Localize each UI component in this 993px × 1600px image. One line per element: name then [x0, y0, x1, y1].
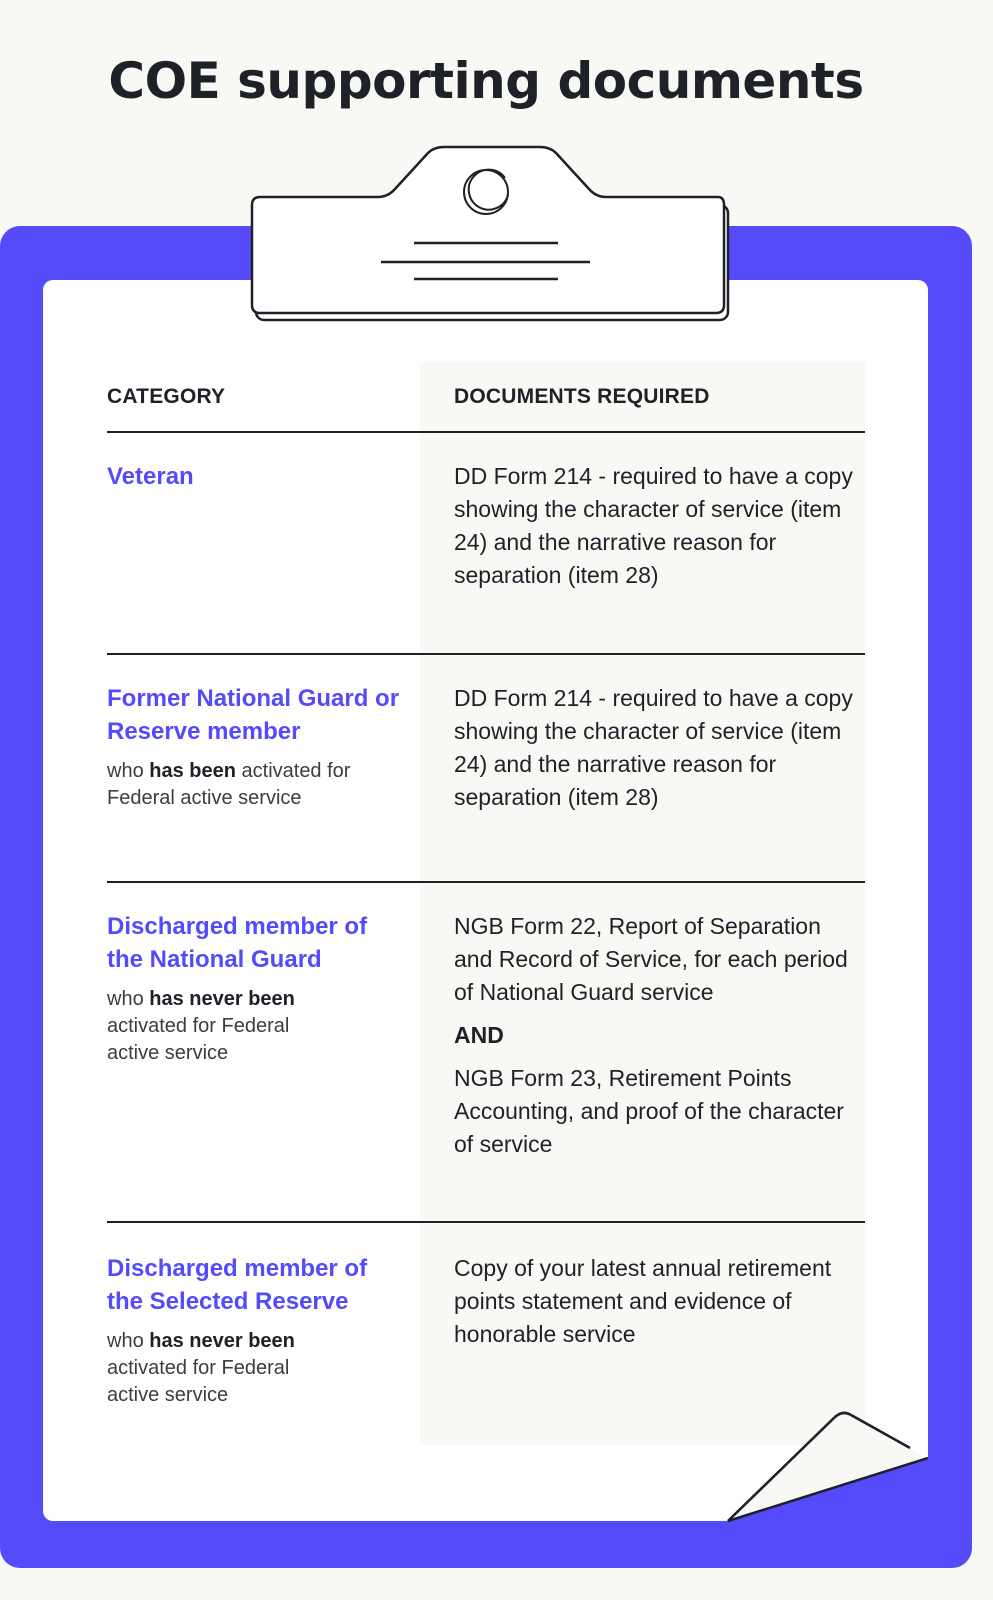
divider	[107, 881, 865, 883]
folded-corner	[728, 1413, 929, 1525]
category-discharged-guard	[107, 910, 407, 1067]
documents-former-guard: DD Form 214 - required to have a copy showing the character of service (item 24) and the narrative reason for separation (item 28)	[454, 685, 853, 810]
document-text: NGB Form 23, Retirement Points Accounting, and proof of the character of service	[454, 1065, 844, 1157]
category-note: who has never been activated for Federal active service	[107, 988, 295, 1064]
category-veteran	[107, 460, 407, 493]
category-label: Discharged member of the National Guard	[107, 913, 368, 973]
header-documents: DOCUMENTS REQUIRED	[454, 385, 710, 408]
divider	[107, 653, 865, 655]
category-note: who has never been activated for Federal active service	[107, 1330, 295, 1406]
page-title: COE supporting documents	[108, 52, 864, 110]
header-category: CATEGORY	[107, 385, 226, 408]
and-label: AND	[454, 1022, 504, 1048]
documents-selected-reserve: Copy of your latest annual retirement points statement and evidence of honorable service	[454, 1255, 832, 1347]
documents-discharged-guard	[454, 910, 854, 1161]
documents-veteran: DD Form 214 - required to have a copy showing the character of service (item 24) and the narrative reason for separation (item 28)	[454, 463, 853, 588]
document-text: NGB Form 22, Report of Separation and Record of Service, for each period of National Guard service	[454, 913, 848, 1005]
category-note: who has been activated for Federal active service	[107, 760, 351, 809]
category-label: Discharged member of the Selected Reserve	[107, 1255, 368, 1315]
divider	[107, 1221, 865, 1223]
category-label: Former National Guard or Reserve member	[107, 685, 400, 745]
category-label: Veteran	[107, 463, 194, 490]
divider	[107, 431, 865, 433]
category-selected-reserve	[107, 1252, 407, 1409]
category-former-guard	[107, 682, 407, 812]
